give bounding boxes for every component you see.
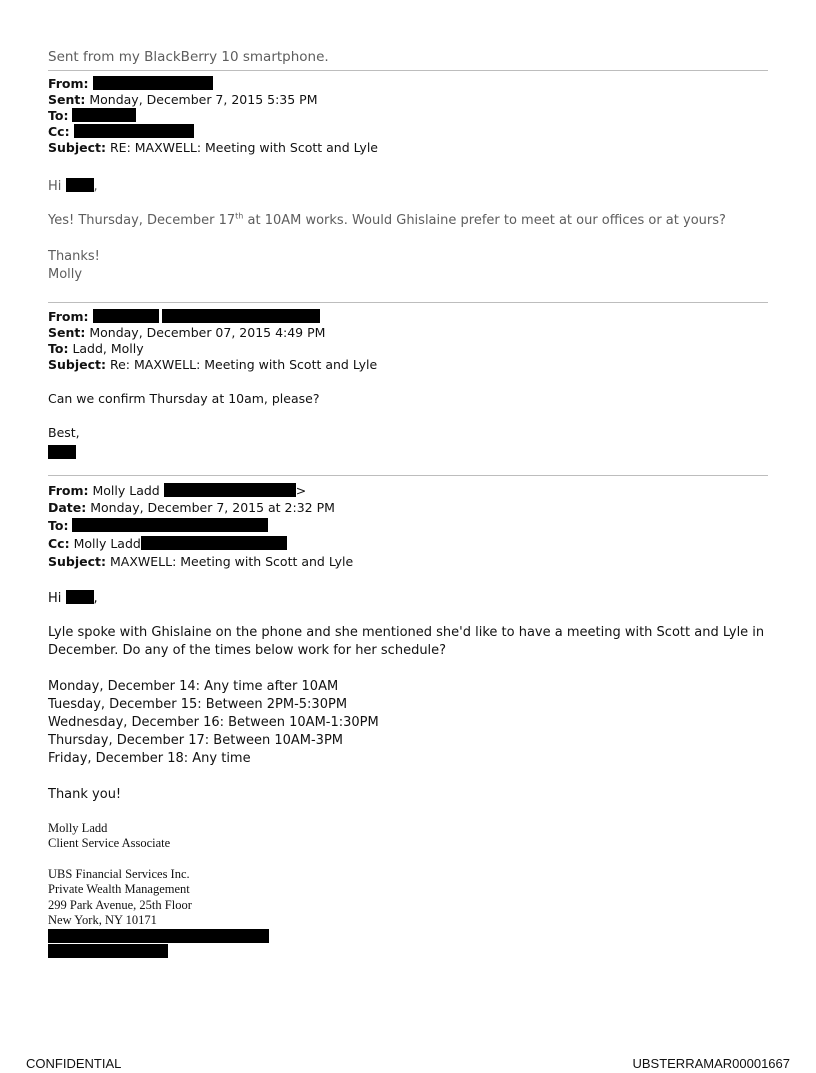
date-value: Monday, December 7, 2015 at 2:32 PM: [90, 500, 335, 515]
redaction: [141, 536, 287, 550]
msg3-body-line: Lyle spoke with Ghislaine on the phone and she mentioned she'd like to have a meeting with Scott and Lyle in: [48, 625, 765, 640]
greeting-comma: ,: [93, 179, 98, 194]
sent-label: Sent:: [48, 325, 86, 340]
sent-label: Sent:: [48, 92, 86, 107]
redaction: [74, 124, 194, 138]
to-label: To:: [48, 108, 69, 123]
subject-label: Subject:: [48, 554, 106, 569]
redaction: [72, 108, 136, 122]
subject-value: RE: MAXWELL: Meeting with Scott and Lyle: [109, 140, 378, 155]
from-suffix: >: [295, 483, 307, 498]
to-value: Ladd, Molly: [72, 341, 144, 356]
msg2-body: Can we confirm Thursday at 10am, please?: [48, 391, 320, 406]
subject-value: MAXWELL: Meeting with Scott and Lyle: [109, 554, 354, 569]
from-value: Molly Ladd: [92, 483, 160, 498]
msg2-sent-row: [48, 325, 325, 341]
divider: [48, 70, 768, 71]
confidential-label: CONFIDENTIAL: [26, 1056, 122, 1071]
subject-label: Subject:: [48, 357, 106, 372]
msg1-sent-row: [48, 92, 317, 108]
greeting-comma: ,: [93, 591, 98, 606]
date-label: Date:: [48, 500, 87, 515]
time-option: Wednesday, December 16: Between 10AM-1:30PM: [48, 715, 379, 730]
from-label: From:: [48, 483, 89, 498]
from-label: From:: [48, 309, 89, 324]
msg1-greeting: [48, 178, 98, 195]
greeting-text: Hi: [48, 591, 62, 606]
subject-label: Subject:: [48, 140, 106, 155]
cc-value: Molly Ladd: [73, 536, 141, 551]
cc-label: Cc:: [48, 124, 70, 139]
redaction: [48, 944, 168, 958]
from-label: From:: [48, 76, 89, 91]
redaction: [48, 929, 269, 943]
to-label: To:: [48, 518, 69, 533]
divider: [48, 475, 768, 476]
redaction: [164, 483, 296, 497]
redaction: [66, 590, 94, 604]
signature-title: Client Service Associate: [48, 836, 171, 850]
msg3-subject-row: [48, 554, 353, 570]
msg1-signoff: Molly: [48, 267, 83, 282]
sent-value: Monday, December 07, 2015 4:49 PM: [89, 325, 326, 340]
body-text: Yes! Thursday, December 17: [48, 213, 236, 228]
msg1-body: [48, 213, 726, 229]
signature-address: 299 Park Avenue, 25th Floor: [48, 898, 192, 912]
signature-name: Molly Ladd: [48, 821, 108, 835]
body-text-cont: at 10AM works. Would Ghislaine prefer to meet at our offices or at yours?: [243, 213, 726, 228]
msg3-greeting: [48, 590, 98, 607]
time-option: Tuesday, December 15: Between 2PM-5:30PM: [48, 697, 348, 712]
redaction: [162, 309, 320, 323]
time-option: Thursday, December 17: Between 10AM-3PM: [48, 733, 343, 748]
msg2-subject-row: [48, 357, 377, 373]
ordinal-suffix: th: [235, 211, 244, 221]
sent-value: Monday, December 7, 2015 5:35 PM: [89, 92, 318, 107]
redaction: [66, 178, 94, 192]
redaction: [93, 309, 159, 323]
msg1-subject-row: [48, 140, 378, 156]
msg3-body-line: December. Do any of the times below work for her schedule?: [48, 643, 447, 658]
signature-company: UBS Financial Services Inc.: [48, 867, 190, 881]
top-note: Sent from my BlackBerry 10 smartphone.: [48, 49, 329, 65]
msg3-from-row: [48, 483, 306, 499]
cc-label: Cc:: [48, 536, 70, 551]
msg3-thanks: Thank you!: [48, 787, 122, 802]
greeting-text: Hi: [48, 179, 62, 194]
signature-division: Private Wealth Management: [48, 882, 190, 896]
to-label: To:: [48, 341, 69, 356]
subject-value: Re: MAXWELL: Meeting with Scott and Lyle: [109, 357, 378, 372]
bates-number: UBSTERRAMAR00001667: [632, 1056, 790, 1071]
msg2-to-row: [48, 341, 144, 357]
msg1-from-row: [48, 76, 213, 92]
msg3-cc-row: [48, 536, 287, 552]
msg2-closing: Best,: [48, 425, 80, 440]
time-option: Friday, December 18: Any time: [48, 751, 251, 766]
redaction: [93, 76, 213, 90]
msg1-to-row: [48, 108, 136, 124]
time-option: Monday, December 14: Any time after 10AM: [48, 679, 339, 694]
divider: [48, 302, 768, 303]
redaction: [48, 445, 76, 459]
msg3-date-row: [48, 500, 335, 516]
msg3-to-row: [48, 518, 268, 534]
msg1-thanks: Thanks!: [48, 249, 100, 264]
msg1-cc-row: [48, 124, 194, 140]
redaction: [72, 518, 268, 532]
msg2-from-row: [48, 309, 320, 325]
signature-address: New York, NY 10171: [48, 913, 157, 927]
